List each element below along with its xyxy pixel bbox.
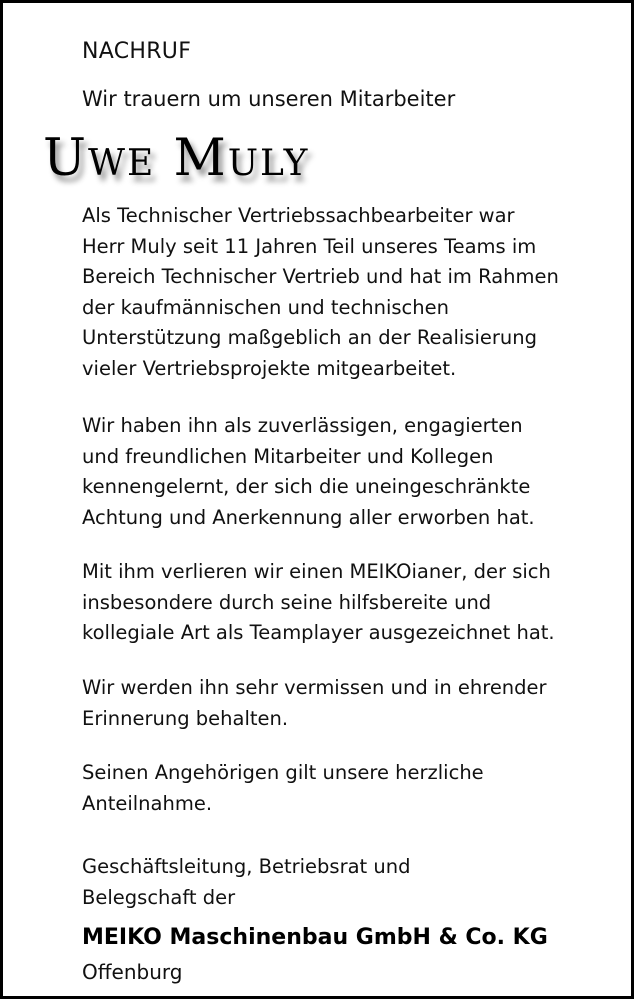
text-line: Erinnerung behalten.: [82, 706, 289, 730]
text-line: der kaufmännischen und technischen: [82, 295, 449, 319]
text-line: Unterstützung maßgeblich an der Realisierung: [82, 326, 537, 349]
text-line: Anteilnahme.: [82, 791, 213, 815]
paragraph-condolence: [82, 758, 612, 819]
text-line: kennengelernt, der sich die uneingeschränkte: [82, 475, 531, 498]
text-line: Wir werden ihn sehr vermissen und in ehrender: [82, 676, 547, 699]
text-line: Seinen Angehörigen gilt unsere herzliche: [82, 761, 484, 784]
company-name: MEIKO Maschinenbau GmbH & Co. KG: [82, 925, 548, 950]
text-line: und freundlichen Mitarbeiter und Kollegen: [82, 444, 494, 468]
paragraph-loss: [82, 557, 612, 649]
paragraph-appreciation: [82, 411, 612, 533]
notice-heading: NACHRUF: [82, 39, 192, 64]
text-line: Mit ihm verlieren wir einen MEIKOianer, der sich: [82, 560, 551, 583]
signature-line: Geschäftsleitung, Betriebsrat und: [82, 855, 411, 878]
text-line: Herr Muly seit 11 Jahren Teil unseres Teams im: [82, 234, 537, 258]
text-line: insbesondere durch seine hilfsbereite und: [82, 590, 492, 614]
signature-block: [82, 852, 612, 913]
text-line: Achtung und Anerkennung aller erworben hat.: [82, 505, 535, 529]
notice-intro: Wir trauern um unseren Mitarbeiter: [82, 87, 456, 111]
signature-line: Belegschaft der: [82, 885, 236, 909]
deceased-name: Uwe Muly: [43, 129, 310, 188]
text-line: Als Technischer Vertriebssachbearbeiter war: [82, 204, 515, 227]
text-line: Wir haben ihn als zuverlässigen, engagierten: [82, 414, 523, 437]
company-city: Offenburg: [82, 960, 183, 984]
text-line: Bereich Technischer Vertrieb und hat im Rahmen: [82, 265, 559, 288]
paragraph-memory: [82, 673, 612, 734]
text-line: kollegiale Art als Teamplayer ausgezeichnet hat.: [82, 621, 555, 644]
text-line: vieler Vertriebsprojekte mitgearbeitet.: [82, 356, 457, 380]
paragraph-role: [82, 201, 612, 384]
